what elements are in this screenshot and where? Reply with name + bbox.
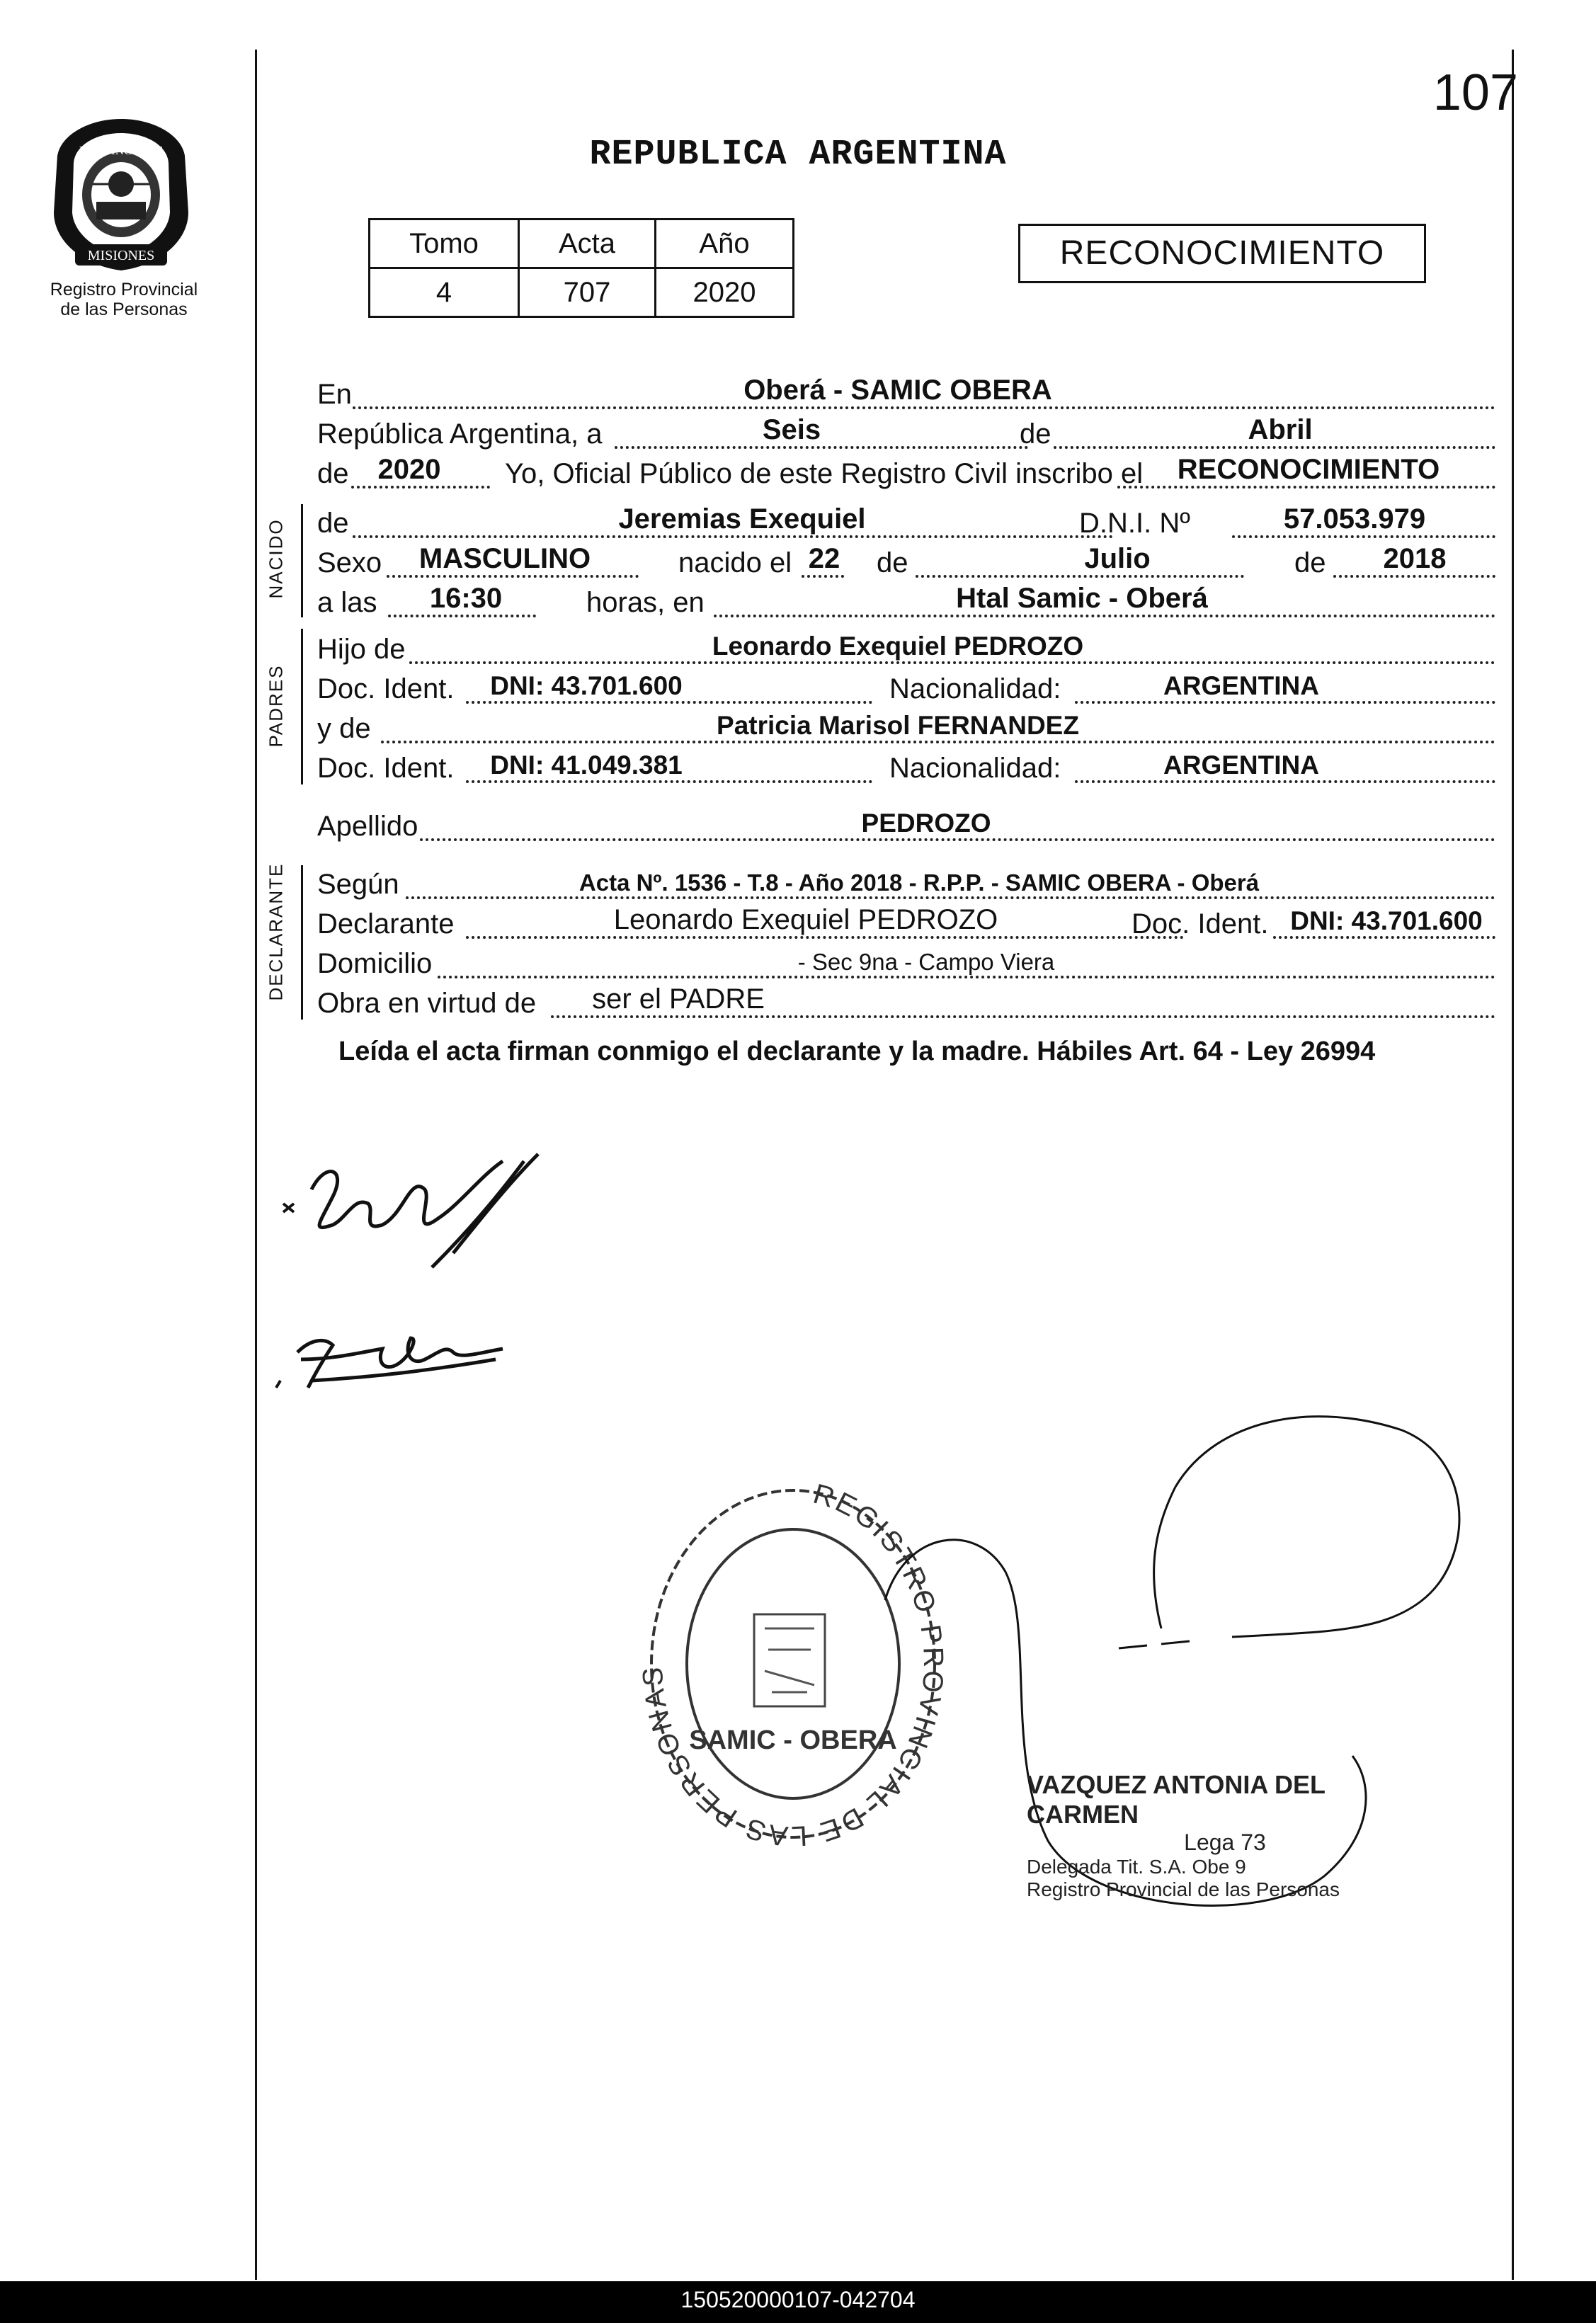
label-doc-ident: Doc. Ident.	[317, 673, 455, 704]
value-place: Oberá - SAMIC OBERA	[743, 375, 1052, 406]
label-de: de	[877, 547, 908, 578]
svg-text:PROVINCIA DE: PROVINCIA DE	[79, 144, 164, 157]
label-republica: República Argentina, a	[317, 418, 603, 450]
dotted-line	[1232, 535, 1495, 538]
dotted-line	[409, 661, 1495, 664]
dotted-line	[1273, 936, 1495, 939]
dotted-line	[1054, 446, 1495, 449]
dotted-line	[381, 741, 1495, 743]
declarante-bracket	[301, 865, 303, 1020]
left-margin-line	[255, 50, 257, 2280]
dotted-line	[714, 615, 1495, 617]
dotted-line	[351, 486, 490, 489]
label-de: de	[317, 508, 349, 539]
dotted-line	[1075, 780, 1495, 783]
dotted-line	[387, 575, 639, 578]
dotted-line	[802, 575, 844, 578]
declarante-signature	[269, 1147, 566, 1289]
row-y-de	[317, 709, 1495, 748]
svg-text:SAMIC - OBERA: SAMIC - OBERA	[689, 1725, 897, 1755]
row-date	[317, 415, 1495, 453]
padres-bracket	[301, 629, 303, 784]
value-birth-year: 2018	[1383, 543, 1447, 574]
row-nacido-hora	[317, 583, 1495, 622]
svg-text:MISIONES: MISIONES	[87, 248, 155, 263]
dotted-line	[388, 615, 536, 617]
dotted-line	[1117, 486, 1495, 489]
label-inscribe: Yo, Oficial Público de este Registro Civil inscribo el	[505, 458, 1144, 489]
closing-statement: Leída el acta firman conmigo el declarante y la madre. Hábiles Art. 64 - Ley 26994	[338, 1037, 1376, 1066]
label-en: En	[317, 379, 352, 410]
section-label-declarante: DECLARANTE	[265, 862, 287, 1001]
row-father-doc	[317, 670, 1495, 708]
label-dni: D.N.I. Nº	[1079, 508, 1190, 539]
header-tomo: Tomo	[370, 219, 519, 268]
value-child-dni: 57.053.979	[1283, 503, 1426, 535]
value-domicilio: - Sec 9na - Campo Viera	[797, 949, 1055, 975]
value-father-name: Leonardo Exequiel PEDROZO	[712, 632, 1084, 661]
logo-caption-line2: de las Personas	[60, 299, 188, 319]
table-row	[370, 268, 794, 317]
label-de2: de	[317, 458, 349, 489]
page-number: 107	[1432, 64, 1518, 121]
value-month: Abril	[1248, 414, 1313, 445]
value-sexo: MASCULINO	[418, 543, 591, 574]
value-birth-day: 22	[808, 543, 840, 574]
value-father-doc: DNI: 43.701.600	[490, 671, 683, 700]
label-sexo: Sexo	[317, 547, 382, 578]
header-anio: Año	[656, 219, 794, 268]
label-declarante: Declarante	[317, 908, 455, 940]
official-registry: Registro Provincial de las Personas	[1027, 1878, 1340, 1900]
value-mother-name: Patricia Marisol FERNANDEZ	[717, 711, 1079, 740]
barcode-number: 150520000107-042704	[680, 2287, 916, 2312]
right-margin-line	[1512, 50, 1514, 2280]
value-act-type: RECONOCIMIENTO	[1177, 454, 1440, 485]
value-obra: ser el PADRE	[592, 983, 765, 1015]
section-label-padres: PADRES	[265, 664, 287, 748]
official-legajo: Lega 73	[1184, 1830, 1266, 1855]
dotted-line	[353, 535, 1113, 538]
svg-text:REGISTRO PROVINCIAL DE LAS PER: REGISTRO PROVINCIAL DE LAS PERSONAS	[637, 1478, 949, 1852]
dotted-line	[1333, 575, 1495, 578]
value-tomo: 4	[370, 268, 519, 317]
dotted-line	[353, 406, 1495, 409]
value-anio: 2020	[656, 268, 794, 317]
mother-signature	[269, 1310, 552, 1409]
dotted-line	[466, 701, 872, 704]
row-domicilio	[317, 944, 1495, 983]
dotted-line	[420, 838, 1495, 841]
row-hijo-de	[317, 630, 1495, 668]
label-nacido-el: nacido el	[678, 547, 792, 578]
row-place	[317, 375, 1495, 413]
row-apellido	[317, 807, 1495, 845]
dotted-line	[438, 976, 1495, 978]
registry-reference-table	[368, 218, 794, 318]
value-segun: Acta Nº. 1536 - T.8 - Año 2018 - R.P.P. - SAMIC OBERA - Oberá	[578, 869, 1260, 896]
row-obra	[317, 984, 1495, 1022]
value-apellido: PEDROZO	[861, 809, 991, 838]
document-type-box: RECONOCIMIENTO	[1018, 224, 1426, 283]
country-title: REPUBLICA ARGENTINA	[589, 135, 1007, 175]
row-nacido-sexo	[317, 544, 1495, 582]
row-inscribe	[317, 455, 1495, 493]
logo-caption	[28, 280, 220, 319]
official-name: VAZQUEZ ANTONIA DEL CARMEN	[1027, 1770, 1326, 1829]
section-label-nacido: NACIDO	[265, 518, 287, 599]
value-acta: 707	[519, 268, 656, 317]
dotted-line	[406, 896, 1495, 899]
label-nacionalidad: Nacionalidad:	[889, 673, 1061, 704]
value-child-name: Jeremias Exequiel	[618, 503, 866, 535]
row-segun	[317, 865, 1495, 903]
value-day: Seis	[762, 414, 821, 445]
value-birth-month: Julio	[1084, 543, 1151, 574]
label-domicilio: Domicilio	[317, 948, 433, 979]
value-birth-place: Htal Samic - Oberá	[956, 583, 1208, 614]
value-mother-doc: DNI: 41.049.381	[490, 750, 683, 780]
row-declarante	[317, 905, 1495, 943]
value-year: 2020	[377, 454, 441, 485]
value-mother-nationality: ARGENTINA	[1163, 750, 1319, 780]
official-name-stamp	[1027, 1770, 1423, 1901]
label-doc-ident: Doc. Ident.	[1132, 908, 1269, 940]
label-segun: Según	[317, 869, 399, 900]
dotted-line	[615, 446, 1028, 449]
dotted-line	[466, 936, 1184, 939]
dotted-line	[916, 575, 1244, 578]
value-father-nationality: ARGENTINA	[1163, 671, 1319, 700]
label-horas-en: horas, en	[586, 587, 705, 618]
header-acta: Acta	[519, 219, 656, 268]
row-nacido-name	[317, 504, 1495, 542]
label-a-las: a las	[317, 587, 377, 618]
row-mother-doc	[317, 749, 1495, 787]
label-de: de	[1294, 547, 1326, 578]
label-obra-en-virtud: Obra en virtud de	[317, 988, 537, 1019]
label-y-de: y de	[317, 713, 371, 744]
logo-caption-line1: Registro Provincial	[50, 280, 198, 299]
value-birth-time: 16:30	[429, 583, 503, 614]
label-hijo-de: Hijo de	[317, 634, 406, 665]
official-role: Delegada Tit. S.A. Obe 9	[1027, 1856, 1246, 1878]
label-de: de	[1020, 418, 1051, 450]
table-header-row	[370, 219, 794, 268]
label-apellido: Apellido	[317, 811, 418, 842]
value-declarante-doc: DNI: 43.701.600	[1290, 906, 1483, 935]
value-declarante-name: Leonardo Exequiel PEDROZO	[613, 904, 998, 935]
dotted-line	[466, 780, 872, 783]
nacido-bracket	[301, 504, 303, 617]
label-doc-ident: Doc. Ident.	[317, 753, 455, 784]
label-nacionalidad: Nacionalidad:	[889, 753, 1061, 784]
dotted-line	[551, 1015, 1495, 1018]
dotted-line	[1075, 701, 1495, 704]
